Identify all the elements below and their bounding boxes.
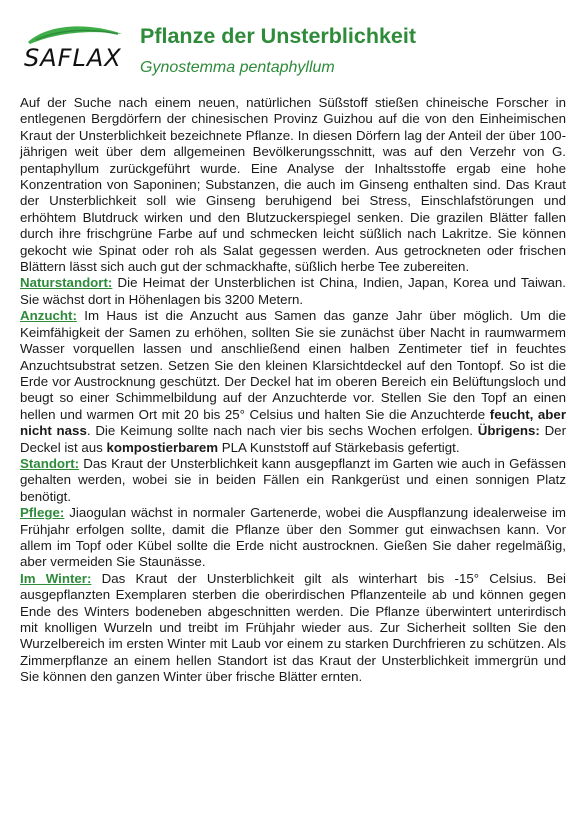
section-text-pflege: Jiaogulan wächst in normaler Gartenerde, wobei die Auspflanzung idealerweise im Frühjahr erfolgen sollte, damit die Pflanze über den Sommer gut einwachsen kann. Vor allem im Topf oder Kübel sollte die Erde nicht austrocknen. Gießen Sie daher regelmäßig, aber vermeiden Sie Staunässe.	[20, 505, 566, 570]
intro-paragraph: Auf der Suche nach einem neuen, natürlichen Süßstoff stießen chineische Forscher in entlegenen Bergdörfern der chinesischen Provinz Guizhou auf die von den Einheimischen Kraut der Unsterblichkeit bezeichnete Pflanze. In diesen Dörfern lag der Anteil der über 100-jährigen weit über dem allgemeinen Bevölkerungsschnitt, was auf den Verzehr von G. pentaphyllum zurückgeführt wurde. Eine Analyse der Inhaltsstoffe ergab eine hohe Konzentration von Saponinen; Substanzen, die auch im Ginseng enthalten sind. Das Kraut der Unsterblichkeit soll wie Ginseng beruhigend bei Stress, Einschlafstörungen und erhöhtem Blutdruck wirken und den Blutzuckerspiegel senken. Die grazilen Blätter fallen durch ihre frischgrüne Farbe auf und schmecken leicht süßlich nach Lakritze. Sie können gekocht wie Spinat oder roh als Salat gegessen werden. Aus getrockneten oder frischen Blättern lässt sich auch gut der schmackhafte, süßlich herbe Tee zubereiten.	[20, 95, 566, 275]
logo-text: SAFLAX	[24, 44, 122, 72]
anzucht-text-1: Im Haus ist die Anzucht aus Samen das ganze Jahr über möglich. Um die Keimfähigkeit der Samen zu erhöhen, sollten Sie sie zunächst über Nacht in raumwarmem Wasser vorquellen lassen und anschließend einen halben Zentimeter tief in feuchtes Anzuchtsubstrat setzen. Setzen Sie den kleinen Klarsichtdeckel auf den Tontopf. So ist die Erde vor Austrocknung geschützt. Der Deckel hat im oberen Bereich ein Belüftungsloch und beugt so einer Schimmelbildung auf der Anzuchterde vor. Stellen Sie den Topf an einen hellen und warmen Ort mit 20 bis 25° Celsius und halten Sie die Anzuchterde	[20, 308, 566, 422]
section-anzucht	[20, 308, 566, 456]
section-heading-anzucht: Anzucht:	[20, 308, 77, 324]
anzucht-text-2: . Die Keimung sollte nach nach vier bis sechs Wochen erfolgen.	[86, 423, 478, 439]
section-heading-naturstandort: Naturstandort:	[20, 275, 113, 291]
section-heading-pflege: Pflege:	[20, 505, 65, 521]
page-subtitle: Gynostemma pentaphyllum	[140, 59, 335, 76]
anzucht-emphasis-compostable: kompostierbarem	[106, 439, 219, 455]
section-winter	[20, 571, 566, 686]
page-title: Pflanze der Unsterblichkeit	[140, 24, 416, 48]
anzucht-text-3: Der Deckel ist aus	[20, 423, 567, 455]
section-heading-standort: Standort:	[20, 455, 80, 471]
section-text-standort: Das Kraut der Unsterblichkeit kann ausgepflanzt im Garten wie auch in Gefässen gehalten werden, wobei sie in beiden Fällen ein Rankgerüst und einen sonnigen Platz benötigt.	[20, 455, 566, 504]
saflax-logo	[18, 20, 130, 84]
article-body	[20, 95, 566, 686]
section-text-naturstandort: Die Heimat der Unsterblichen ist China, Indien, Japan, Korea und Taiwan. Sie wächst dort in Höhenlagen bis 3200 Metern.	[20, 275, 566, 307]
section-text-winter: Das Kraut der Unsterblichkeit gilt als winterhart bis -15° Celsius. Bei ausgepflanzten Exemplaren sterben die oberirdischen Pflanzenteile ab und können gegen Ende des Winters bodeneben abgeschnitten werden. Die Pflanze überwintert unterirdisch mit knolligen Wurzeln und treibt im Frühjahr wieder aus. Zur Sicherheit sollten Sie den Wurzelbereich im ersten Winter mit Laub vor einem zu starken Durchfrieren zu schützen. Als Zimmerpflanze an einem hellen Standort ist das Kraut der Unsterblichkeit immergrün und Sie können den ganzen Winter über frische Blätter ernten.	[20, 570, 566, 685]
anzucht-emphasis-uebrigens: Übrigens:	[477, 423, 540, 439]
section-pflege	[20, 505, 566, 571]
section-heading-winter: Im Winter:	[20, 570, 92, 586]
section-naturstandort	[20, 275, 566, 308]
anzucht-emphasis-moisture: feucht, aber nicht nass	[20, 406, 566, 439]
header	[0, 0, 585, 90]
anzucht-text-4: PLA Kunststoff auf Stärkebasis gefertigt.	[218, 439, 460, 455]
section-standort	[20, 456, 566, 505]
